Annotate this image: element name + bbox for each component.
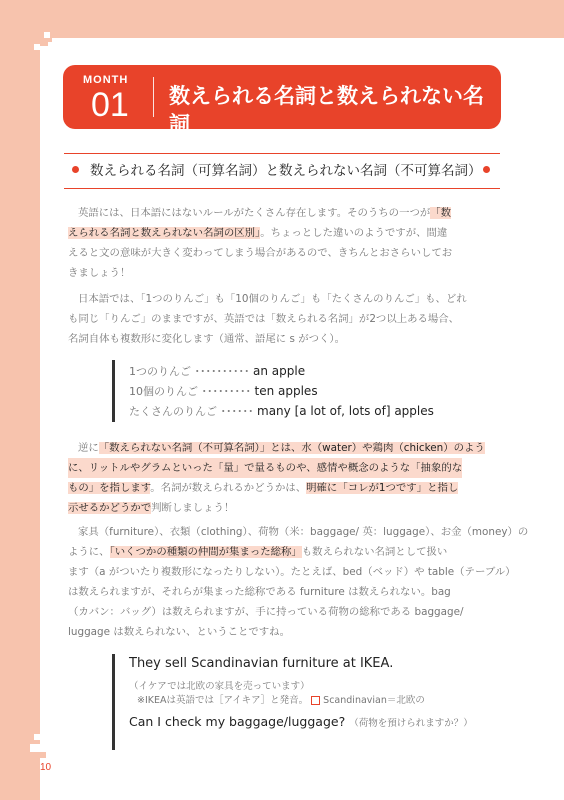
note-text: Scandinavian＝北欧の [323, 695, 425, 706]
corner-pixel [48, 38, 52, 42]
page-title: 数えられる名詞と数えられない名詞 [169, 84, 484, 136]
text: luggage は数えられない、ということですね。 [68, 626, 290, 638]
example-note [137, 692, 425, 706]
corner-pixel [34, 44, 40, 50]
text: 逆に [78, 442, 99, 454]
text: 。名詞が数えられるかどうかは、 [150, 482, 307, 494]
corner-pixel [40, 38, 48, 46]
banner-divider [153, 77, 154, 117]
page-number: 10 [40, 762, 52, 773]
text: 名詞自体も複数形に変化します（通常、語尾に s がつく）。 [68, 333, 345, 345]
example-row [129, 362, 305, 381]
example-translation: （イケアでは北欧の家具を売っています） [129, 681, 310, 692]
corner-pixel [44, 32, 50, 38]
paragraph-1 [68, 203, 502, 283]
text: も同じ「りんご」のままですが、英語では「数えられる名詞」が2つ以上ある場合、 [68, 313, 460, 325]
paragraph-2 [68, 289, 502, 349]
highlight-text: えられる名詞と数えられない名詞の区別」 [68, 227, 261, 239]
month-number: 01 [91, 86, 129, 124]
text: 日本語では、「1つのりんご」も「10個のりんご」も「たくさんのりんご」も、どれ [78, 293, 467, 305]
example-en: many [a lot of, lots of] apples [257, 404, 434, 418]
example-jp: たくさんのりんご ･･････ [129, 405, 254, 418]
text: 家具（furniture）、衣類（clothing）、荷物（米：baggage/ 英：luggage）、お金（money）の [78, 526, 529, 538]
month-label: MONTH [83, 74, 129, 86]
corner-pixel [34, 734, 40, 740]
text: は数えられますが、それらが集まった総称である furniture は数えられない。bag [68, 586, 451, 598]
text: 判断しましょう！ [151, 502, 235, 514]
text: えると文の意味が大きく変わってしまう場合があるので、きちんとおさらいしてお [68, 247, 453, 259]
example-block [112, 360, 505, 422]
example-en: an apple [253, 364, 306, 378]
text: 英語には、日本語にはないルールがたくさん存在します。そのうちの一つが [78, 207, 431, 219]
example-en: ten apples [254, 384, 318, 398]
highlight-text: 明確に「コレが1つです」と指し [306, 482, 459, 494]
highlight-text: 「いくつかの種類の仲間が集まった総称」 [109, 546, 302, 558]
highlight-text: 「数 [430, 207, 452, 219]
text: 。ちょっとした違いのようですが、間違 [260, 227, 448, 239]
section-heading-text: 数えられる名詞（可算名詞）と数えられない名詞（不可算名詞） [90, 163, 482, 179]
note-text: ※IKEAは英語では［アイキア］と発音。 [137, 695, 309, 706]
example-translation: （荷物を預けられますか？） [349, 718, 473, 729]
paragraph-3 [68, 438, 502, 518]
text: も数えられない名詞として扱い [301, 546, 448, 558]
paragraph-4 [68, 522, 529, 642]
corner-pixel [40, 752, 46, 758]
bullet-dot-icon [72, 166, 79, 173]
text: ように、 [68, 546, 110, 558]
example-sentence [129, 714, 473, 729]
example-sentence: They sell Scandinavian furniture at IKEA. [129, 656, 394, 671]
highlight-text: に、リットルやグラムといった「量」で量るものや、感情や概念のような「抽象的な [68, 458, 462, 478]
square-bullet-icon [311, 696, 320, 705]
example-block-2 [112, 654, 505, 750]
highlight-text: もの」を指します [68, 482, 151, 494]
section-heading [64, 153, 500, 189]
example-row [129, 382, 318, 401]
example-row [129, 402, 434, 421]
example-jp: 10個のりんご ･････････ [129, 385, 251, 398]
month-banner [63, 65, 501, 136]
bullet-dot-icon [483, 166, 490, 173]
sentence-text: Can I check my baggage/luggage? [129, 714, 346, 729]
text: ます（a がついたり複数形になったりしない）。たとえば、bed（ベッド）や table（テーブル） [68, 566, 516, 578]
example-jp: 1つのりんご ･･････････ [129, 365, 250, 378]
highlight-text: 示せるかどうかで [68, 502, 152, 514]
corner-pixel [30, 744, 40, 752]
text: きましょう！ [68, 267, 131, 279]
text: （カバン：バッグ）は数えられますが、手に持っている荷物の総称である baggage/ [68, 606, 464, 618]
highlight-text: 「数えられない名詞（不可算名詞）」とは、水（water）や鶏肉（chicken）のよう [98, 442, 485, 454]
